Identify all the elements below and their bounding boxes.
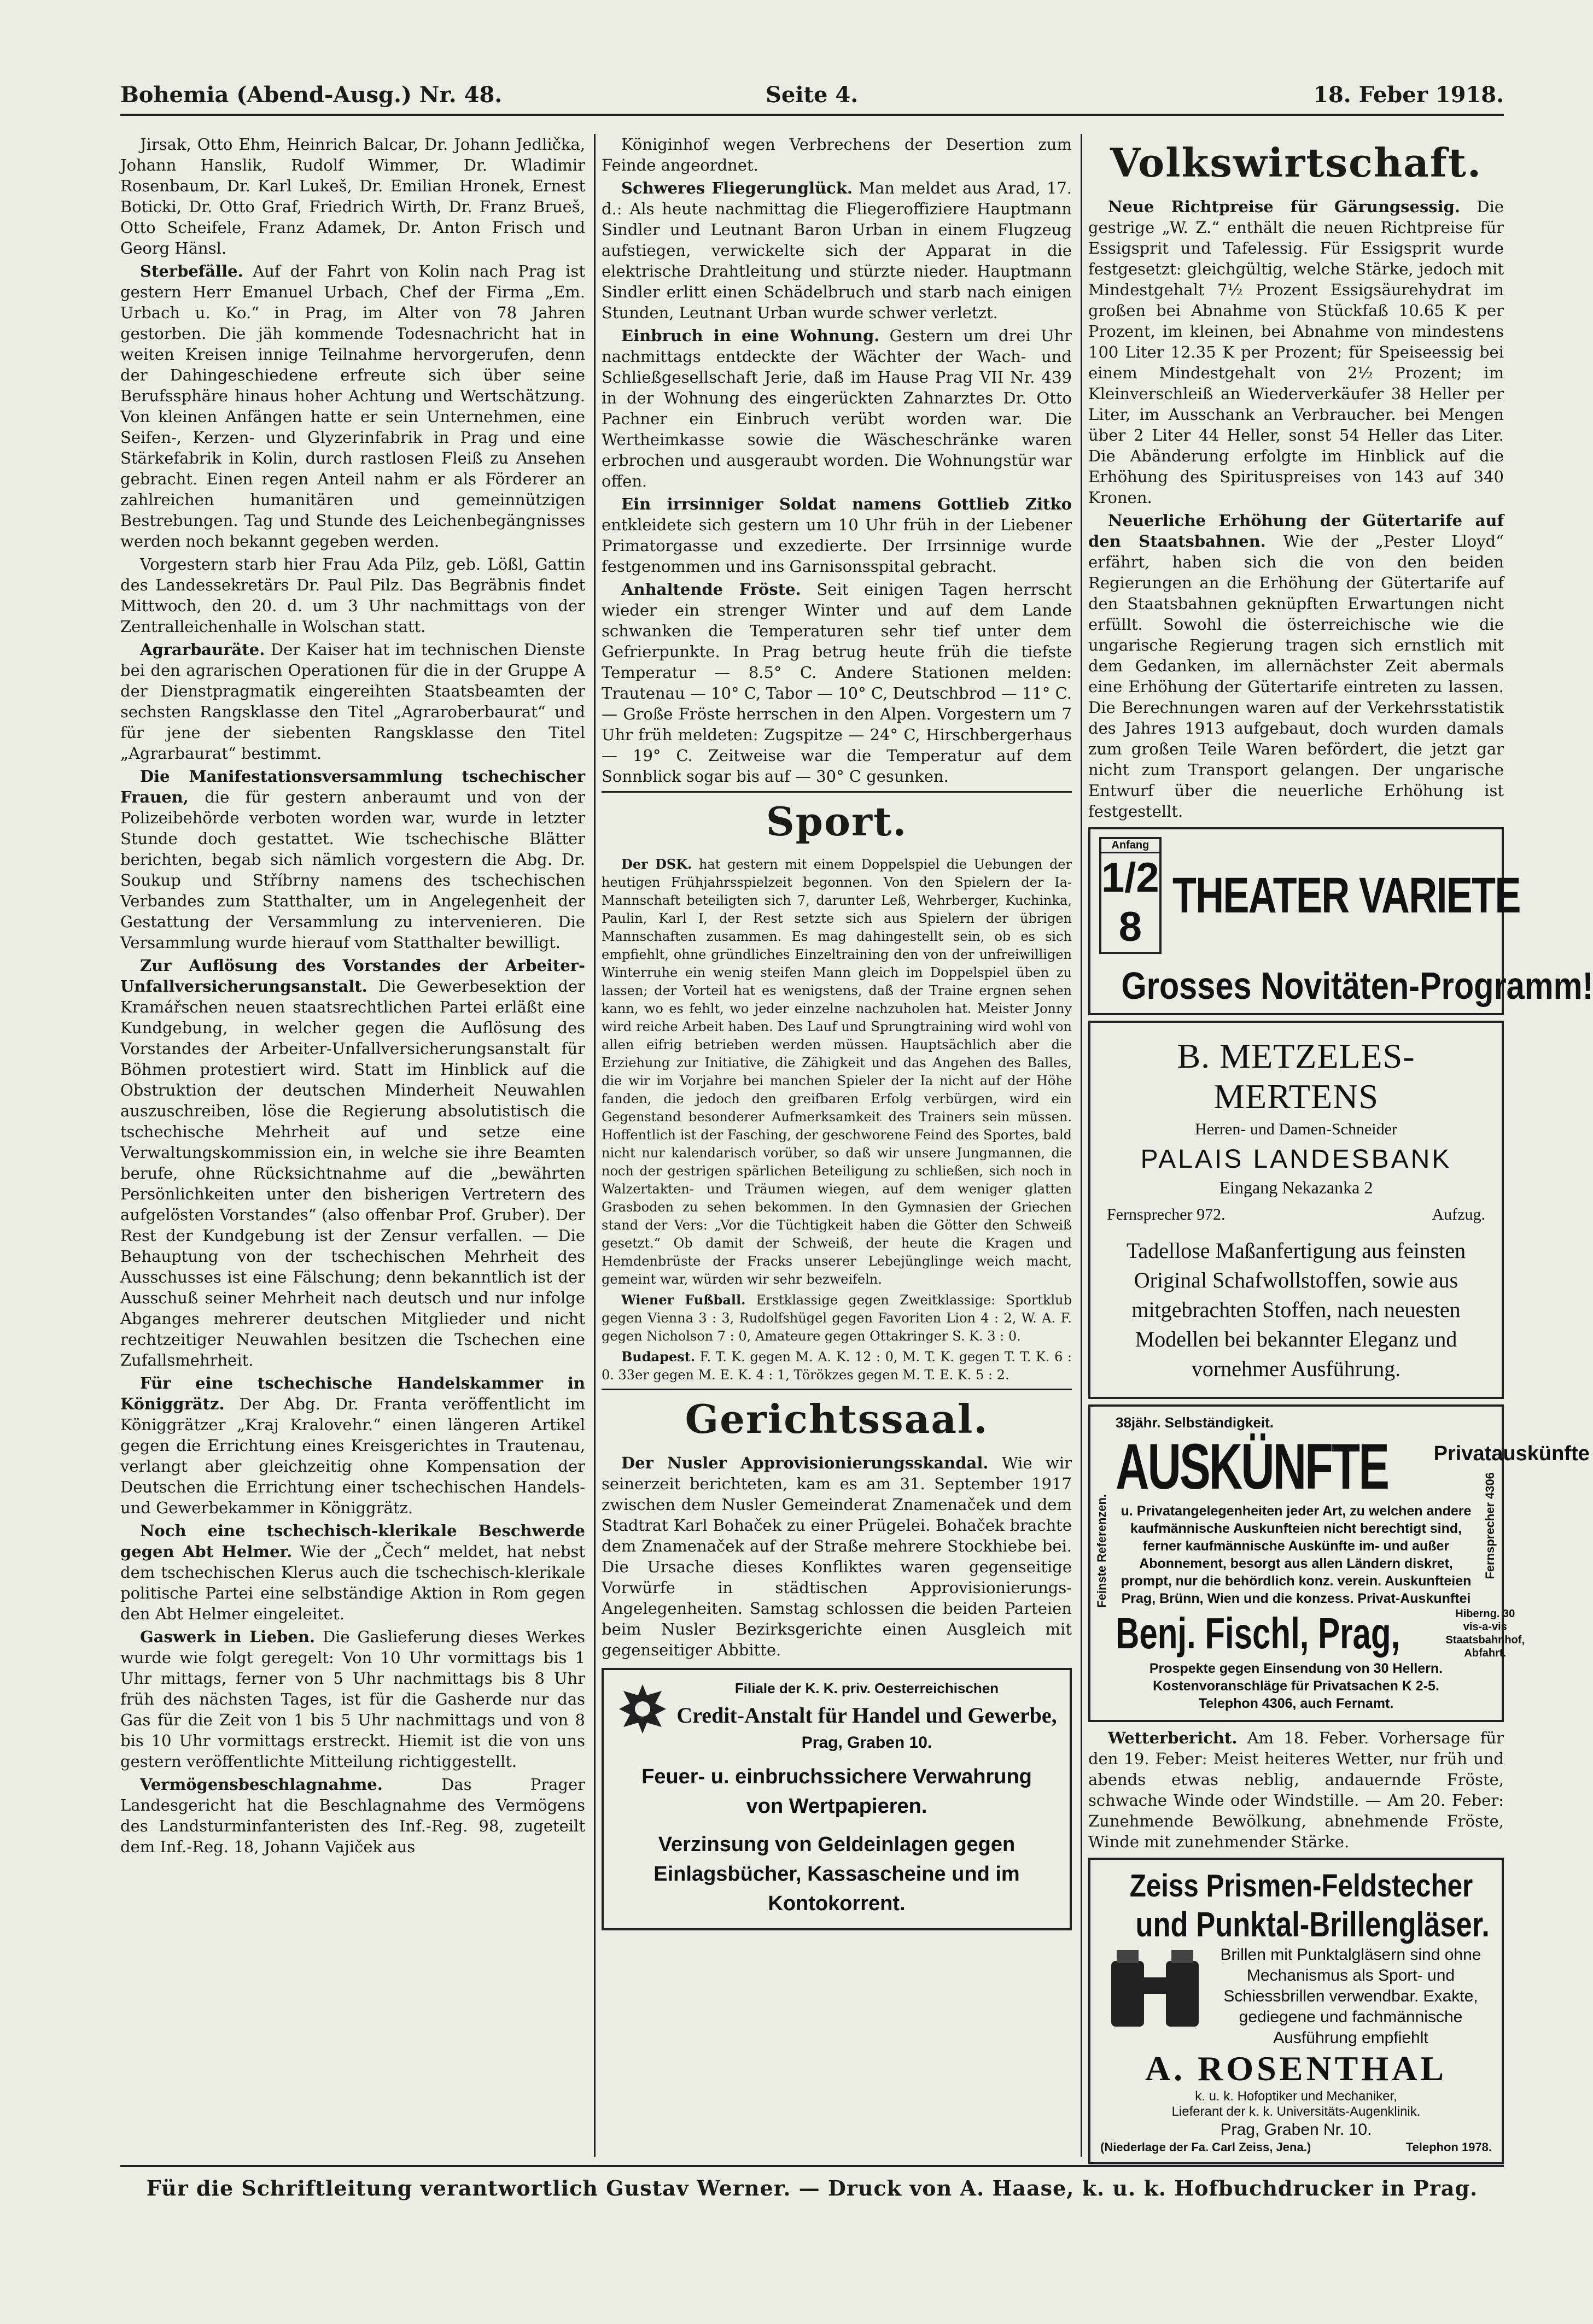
article: Agrarbauräte. Der Kaiser hat im technischen Dienste bei den agrarischen Operationen für die in der Gruppe A der Dienstpragmatik eingereihten Staatsbeamten der sechsten Rangsklasse den Titel „Agraroberbaurat“ und für jene der siebenten Rangsklasse den Titel „Agrarbaurat“ bestimmt. <box>120 640 586 763</box>
ad-top: 38jähr. Selbständigkeit. <box>1116 1414 1274 1431</box>
tailor-phone: Fernsprecher 972. <box>1107 1205 1226 1224</box>
article: Schweres Fliegerunglück. Man meldet aus Arad, 17. d.: Als heute nachmittag die Fliegeroffiziere Hauptmann Sindler und Leutnant Baron Urban in einem Flugzeug aufstiegen, verwickelte sich der Apparat in die elektrische Drahtleitung und stürzte nieder. Hauptmann Sindler erlitt einen Schädelbruch und starb nach einigen Stunden, Leutnant Urban wurde schwer verletzt. <box>602 179 1072 322</box>
ad-prospect: Prospekte gegen Einsendung von 30 Hellern. Kostenvoranschläge für Privatsachen K 2-5. <box>1149 1661 1443 1694</box>
tailor-lift: Aufzug. <box>1432 1205 1485 1224</box>
article: Neuerliche Erhöhung der Gütertarife auf den Staatsbahnen. Wie der „Pester Lloyd“ erfährt, haben sich die von den beiden Regierungen an die Erhöhung der Gütertarife auf den Staatsbahnen geknüpften Erwartungen nicht erfüllt. Sowohl die österreichische wie die ungarische Regierung tragen sich ernstlich mit dem Gedanken, im allernächster Zeit abermals eine Erhöhung der Gütertarife eintreten zu lassen. Die Berechnungen waren auf der Verkehrsstatistik des Jahres 1913 aufgebaut, doch wurden damals zum großen Teile Waren befördert, die jetzt gar nicht zum Transport gelangen. Der ungarische Entwurf über die neuerliche Erhöhung ist festgestellt. <box>1088 511 1504 821</box>
detective-advertisement <box>1088 1404 1590 1722</box>
article: Anhaltende Fröste. Seit einigen Tagen herrscht wieder ein strenger Winter und auf dem Lande schwanken die Temperaturen sehr tief unter dem Gefrierpunkte. In Prag betrug heute früh die tiefste Temperatur — 8.5° C. Andere Stationen melden: Trautenau — 10° C, Tabor — 10° C, Deutschbrod — 11° C. — Große Fröste herrschen in den Alpen. Vorgestern um 7 Uhr früh meldeten: Zugspitze — 24° C, Hirschbergerhaus — 19° C. Zeitweise war die Temperatur auf dem Sonnblick sogar bis auf — 30° C gesunken. <box>602 580 1072 786</box>
optician-title2: und Punktal-Brillengläser. <box>1135 1905 1490 1944</box>
article: Die Manifestationsversammlung tschechischer Frauen, die für gestern anberaumt und von der Polizeibehörde verboten worden war, wurde in letzter Stunde doch gestattet. Wie tschechische Blätter berichten, begab sich nämlich vorgestern die Abg. Dr. Soukup und Stříbrny namens des tschechischen Verbandes zum Statthalter, um in Angelegenheit der Gestattung der Versammlung zu intervenieren. Die Versammlung wurde hierauf vom Statthalter bewilligt. <box>120 767 585 952</box>
article: Ein irrsinniger Soldat namens Gottlieb Zitko entkleidete sich gestern um 10 Uhr früh in der Liebener Primatorgasse und exzedierte. Der Irrsinnige wurde festgenommen und ins Garnisonsspital gebracht. <box>602 495 1072 576</box>
ad-headline: AUSKÜNFTE <box>1116 1431 1388 1503</box>
theater-program: Grosses Novitäten-Programm! <box>1121 964 1593 1007</box>
binoculars-icon <box>1100 1945 1210 2038</box>
article: Der DSK. hat gestern mit einem Doppelspiel die Uebungen der heutigen Frühjahrsspielzeit begonnen. Von den Spielern der Ia-Mannschaft beteiligten sich 7, darunter Leß, Wehrberger, Kuchinka, Paulin, Karl I, der Rest setzte sich aus Spielern der übrigen Mannschaften zusammen. Es mag dahingestellt sein, ob es sich empfiehlt, ohne gründliches Einzeltraining den von der unfreiwilligen Winterruhe ein wenig steifen Mann gleich im Doppelspiel üben zu lassen; der Vorteil hat es wenigstens, daß der Traine ergnen sehen kann, wo es fehlt, wo jeder einzelne nachzuholen hat. Meister Jonny wird reiche Arbeit haben. Des Lauf und Sprungtraining wird wohl von allen eifrig betrieben werden müssen. Hauptsächlich aber die Erziehung zur Initiative, die Zähigkeit und das Angehen des Balles, die wir im Vorjahre bei manchen Spieler der Ia nicht auf der Höhe fanden, die jedoch den greifbaren Erfolg verbürgen, wird ein Gegenstand besonderer Aufmerksamkeit des Trainers sein müssen. Hoffentlich ist der Fasching, der geschworene Feind des Sportes, bald nicht nur kalendarisch vorüber, so daß wir unsere Jungmannen, die noch der gestrigen spärlichen Beteiligung zu schließen, sich noch in Walzertakten- und Träumen wiegen, auf dem weniger glatten Grasboden zu sehen bekommen. In den Gymnasien der Griechen stand der Vers: „Vor die Tüchtigkeit haben die Götter den Schweiß gesetzt.“ Ob damit der Schweiß, der heute die Kragen und Hemdenbrüste der Fracks unserer Lebejünglinge weich macht, gemeint war, würden wir sehr bezweifeln. <box>602 856 1072 1287</box>
optician-title1: Zeiss Prismen-Feldstecher <box>1129 1868 1473 1904</box>
tailor-advertisement <box>1088 1021 1504 1399</box>
ad-company: Benj. Fischl, Prag, <box>1116 1609 1401 1658</box>
bank-text: von Wertpapieren. <box>746 1795 927 1818</box>
article: Der Nusler Approvisionierungsskandal. Wie wir seinerzeit berichteten, kam es am 31. September 1917 zwischen dem Nusler Gemeinderat Znamenaček und dem Stadtrat Karl Bohaček zu einer Prügelei. Bohaček brachte dem Znamenaček auf der Straße mehrere Stockhiebe bei. Die Ursache dieses Konfliktes waren gegenseitige Vorwürfe in städtischen Approvisionierungs-Angelegenheiten. Samstag schlossen die beiden Parteien beim Nusler Bezirksgerichte einen Ausgleich mit gegenseitiger Abbitte. <box>602 1454 1072 1659</box>
header-page-number: Seite 4. <box>766 82 859 108</box>
theater-name: THEATER VARIETE <box>1172 867 1520 923</box>
section-title-volkswirtschaft: Volkswirtschaft. <box>1110 139 1483 186</box>
bank-text: Feuer- u. einbruchssichere Verwahrung <box>641 1765 1032 1788</box>
weather-report: Wetterbericht. Am 18. Feber. Vorhersage für den 19. Feber: Meist heiteres Wetter, nur früh und abends etwas neblig, andauernde Fröste, schwache Winde oder Windstille. — Am 20. Feber: Zunehmende Bewölkung, abnehmende Fröste, Winde mit zunehmender Stärke. <box>1088 1729 1504 1851</box>
optician-advertisement <box>1088 1858 1504 2164</box>
optician-sub: k. u. k. Hofoptiker und Mechaniker, <box>1195 2089 1397 2104</box>
ad-phone: Telephon 4306, auch Fernamt. <box>1198 1696 1394 1711</box>
theater-advertisement <box>1088 827 1593 1015</box>
header-rule <box>120 114 1504 116</box>
ad-side-right: Fernsprecher 4306 <box>1483 1472 1497 1579</box>
column-left <box>120 134 585 2157</box>
article: Budapest. F. T. K. gegen M. A. K. 12 : 0, M. T. K. gegen T. T. K. 6 : 0. 33er gegen M. E. K. 4 : 1, Törökzes gegen M. T. E. K. 5 : 2. <box>602 1349 1072 1383</box>
bank-name: Credit-Anstalt für Handel und Gewerbe, <box>676 1703 1057 1728</box>
tailor-text: Tadellose Maßanfertigung aus feinsten Original Schafwollstoffen, sowie aus mitgebrachten Stoffen, nach neuesten Modellen bei bekannter Eleganz und vornehmer Ausführung. <box>1126 1238 1466 1381</box>
column-divider <box>594 134 596 2157</box>
optician-phone: Telephon 1978. <box>1405 2140 1492 2154</box>
tailor-entry: Eingang Nekazanka 2 <box>1219 1178 1373 1197</box>
optician-footer: (Niederlage der Fa. Carl Zeiss, Jena.) <box>1100 2140 1311 2154</box>
ad-address: Hiberng. 30 vis-a-vis Staatsbahnhof, Abfahrt. <box>1445 1608 1525 1659</box>
theater-start-label: Anfang <box>1101 839 1159 853</box>
section-title-sport: Sport. <box>766 798 908 845</box>
bank-line1: Filiale der K. K. priv. Oesterreichischen <box>734 1680 999 1696</box>
article: Vermögensbeschlagnahme. Das Prager Landesgericht hat die Beschlagnahme des Vermögens des Landsturminfanteristen des Inf.-Reg. 98, zugeteilt dem Inf.-Reg. 18, Johann Vajiček aus <box>120 1775 585 1856</box>
article: Neue Richtpreise für Gärungsessig. Die gestrige „W. Z.“ enthält die neuen Richtpreise für Essigsprit und Tafelessig. Für Essigsprit wurde festgesetzt: gleichgültig, welche Stärke, jedoch mit Mindestgehalt 7½ Prozent Essigsäurehydrat im großen bei Abnahme von Stückfaß 10.65 K per Prozent, im kleinen, bei Abnahme von mindestens 100 Liter 12.35 K per Prozent; für Speiseessig bei einem Mindestgehalt von 2½ Prozent; im Kleinverschleiß an Wiederverkäufer 38 Heller per Liter, im Ausschank an Verbraucher. bei Mengen über 2 Liter 44 Heller, sonst 54 Heller das Liter. Die Abänderung erfolgte im Hinblick auf die Erhöhung des Spirituspreises von 143 auf 340 Kronen. <box>1088 197 1504 507</box>
article: Noch eine tschechisch-klerikale Beschwerde gegen Abt Helmer. Wie der „Čech“ meldet, hat nebst dem tschechischen Klerus auch die tschechisch-klerikale politische Partei eine selbständige Aktion in Rom gegen den Abt Helmer eingeleitet. <box>120 1521 586 1623</box>
tailor-location: PALAIS LANDESBANK <box>1140 1145 1452 1174</box>
optician-text: Brillen mit Punktalgläsern sind ohne Mechanismus als Sport- und Schiessbrillen verwendbar. Exakte, gediegene und fachmännische Ausführung empfiehlt <box>1220 1946 1481 2047</box>
tailor-sub: Herren- und Damen-Schneider <box>1195 1120 1397 1138</box>
article: Gaswerk in Lieben. Die Gaslieferung dieses Werkes wurde wie folgt geregelt: Von 10 Uhr vormittags bis 1 Uhr mittags, ferner von 5 Uhr nachmittags bis 8 Uhr früh des nächsten Tages, ist für die Gasherde nur das Gas für die Zeit von 1 bis 5 Uhr nachmittags und von 8 bis 10 Uhr vormittags erstreckt. Hiemit ist die von uns gestern veröffentlichte Mitteilung richtiggestellt. <box>120 1628 586 1771</box>
column-middle <box>602 134 1072 2157</box>
column-divider <box>1081 134 1082 2157</box>
bank-advertisement <box>602 1668 1072 1930</box>
article: Für eine tschechische Handelskammer in Königgrätz. Der Abg. Dr. Franta veröffentlicht im Königgrätzer „Kraj Kralovehr.“ einen längeren Artikel gegen die Errichtung eines Kreisgerichtes in Trautenau, verlangt aber gleichzeitig ohne Kompensation der Deutschen die Errichtung einer tschechischen Handels- und Gewerbekammer in Königgrätz. <box>120 1374 586 1517</box>
theater-start-time: 1/2 8 <box>1101 854 1159 950</box>
column-right <box>1088 134 1593 2157</box>
page-footer: Für die Schriftleitung verantwortlich Gustav Werner. — Druck von A. Haase, k. u. k. Hofbuchdrucker in Prag. <box>146 2176 1478 2200</box>
ad-subhead: Privatauskünfte <box>1433 1442 1590 1465</box>
article: Jirsak, Otto Ehm, Heinrich Balcar, Dr. Johann Jedlička, Johann Hanslik, Rudolf Wimmer, Dr. Wladimir Rosenbaum, Dr. Karl Lukeš, Dr. Emilian Hronek, Ernest Boticki, Dr. Otto Graf, Friedrich Wirth, Dr. Franz Brueš, Otto Scheifele, Franz Adamek, Dr. Anton Frisch und Georg Hänsl. <box>120 135 585 257</box>
footer-rule <box>120 2165 1504 2167</box>
article: Einbruch in eine Wohnung. Gestern um drei Uhr nachmittags entdeckte der Wächter der Wach- und Schließgesellschaft Jerie, daß im Hause Prag VII Nr. 439 in der Wohnung des eingerückten Zahnarztes Dr. Otto Pachner ein Einbruch verübt worden war. Die Wertheimkasse sowie die Wäscheschränke waren erbrochen und ausgeraubt worden. Die Wohnungstür war offen. <box>602 326 1072 490</box>
tailor-name: B. METZELES-MERTENS <box>1177 1037 1415 1116</box>
optician-address: Prag, Graben Nr. 10. <box>1220 2121 1372 2139</box>
double-eagle-icon <box>612 1679 673 1739</box>
header-date: 18. Feber 1918. <box>1313 82 1504 108</box>
header-left: Bohemia (Abend-Ausg.) Nr. 48. <box>120 82 503 108</box>
article: Zur Auflösung des Vorstandes der Arbeiter-Unfallversicherungsanstalt. Die Gewerbesektion der Kramářschen neuen staatsrechtlichen Partei erläßt eine Kundgebung, in welcher gegen die Auflösung des Vorstandes der Arbeiter-Unfallversicherungsanstalt für Böhmen protestiert wird. Statt im Hinblick auf die Obstruktion der deutschen Minderheit Neuwahlen auszuschreiben, löse die Regierung absolutistisch die tschechische Mehrheit auf und setze eine Verwaltungskommission ein, in welche sie ihre Beamten berufe, ohne Rücksichtnahme auf die „bewährten Persönlichkeiten unter den bisherigen Vertretern des aufgelösten Vorstandes“ (also offenbar Prof. Gruber). Der Rest der Kundgebung ist der Zensur verfallen. — Die Behauptung von der tschechischen Mehrheit des Ausschusses ist eine Fälschung; denn bekanntlich ist der Ausschuß seiner Mehrheit nach deutsch und nur infolge Abganges mehrerer deutschen Mitglieder und nicht rechtzeitiger Neuwahlen besitzen die Tschechen eine Zufallsmehrheit. <box>120 956 585 1369</box>
newspaper-page <box>120 82 1593 2220</box>
optician-sub: Lieferant der k. k. Universitäts-Augenklinik. <box>1171 2104 1421 2119</box>
article: Königinhof wegen Verbrechens der Desertion zum Feinde angeordnet. <box>602 135 1072 174</box>
bank-address: Prag, Graben 10. <box>801 1734 932 1752</box>
ad-text: u. Privatangelegenheiten jeder Art, zu welchen andere kaufmännische Auskunfteien nicht berechtigt sind, ferner kaufmännische Auskünfte im- und außer Abonnement, besorgt aus allen Ländern diskret, prompt, nur die behördlich konz. verein. Auskunfteien Prag, Brünn, Wien und die konzess. Privat-Auskunftei <box>1121 1503 1472 1606</box>
article: Sterbefälle. Auf der Fahrt von Kolin nach Prag ist gestern Herr Emanuel Urbach, Chef der Firma „Em. Urbach u. Ko.“ in Prag, im Alter von 78 Jahren gestorben. Die jäh kommende Todesnachricht hat in weiten Kreisen innige Teilnahme hervorgerufen, denn der Dahingeschiedene erfreute sich über seine Berufssphäre hinaus hoher Achtung und Wertschätzung. Von kleinen Anfängen hatte er sein Unternehmen, eine Seifen-, Kerzen- und Glyzerinfabrik in Prag und eine Stärkefabrik in Kolin, durch rastlosen Fleiß zu Ansehen gebracht. Einen regen Anteil nahm er als Förderer an zahlreichen humanitären und gemeinnützigen Bestrebungen. Tag und Stunde des Leichenbegängnisses werden noch bekannt gegeben werden. <box>120 262 585 551</box>
bank-text: Verzinsung von Geldeinlagen gegen Einlagsbücher, Kassascheine und im Kontokorrent. <box>653 1833 1020 1915</box>
optician-name: A. ROSENTHAL <box>1145 2049 1448 2088</box>
article: Wiener Fußball. Erstklassige gegen Zweitklassige: Sportklub gegen Vienna 3 : 3, Rudolfshügel gegen Favoriten Lion 4 : 2, W. A. F. gegen Nicholson 7 : 0, Amateure gegen Ottakringer S. K. 3 : 0. <box>602 1292 1072 1344</box>
section-title-gerichtssaal: Gerichtssaal. <box>685 1396 989 1442</box>
page-header <box>120 82 1504 115</box>
ad-side-left: Feinste Referenzen. <box>1095 1494 1108 1608</box>
article: Vorgestern starb hier Frau Ada Pilz, geb. Lößl, Gattin des Landessekretärs Dr. Paul Pilz. Das Begräbnis findet Mittwoch, den 20. d. um 3 Uhr nachmittags von der Zentralleichenhalle in Wolschan statt. <box>120 555 585 636</box>
